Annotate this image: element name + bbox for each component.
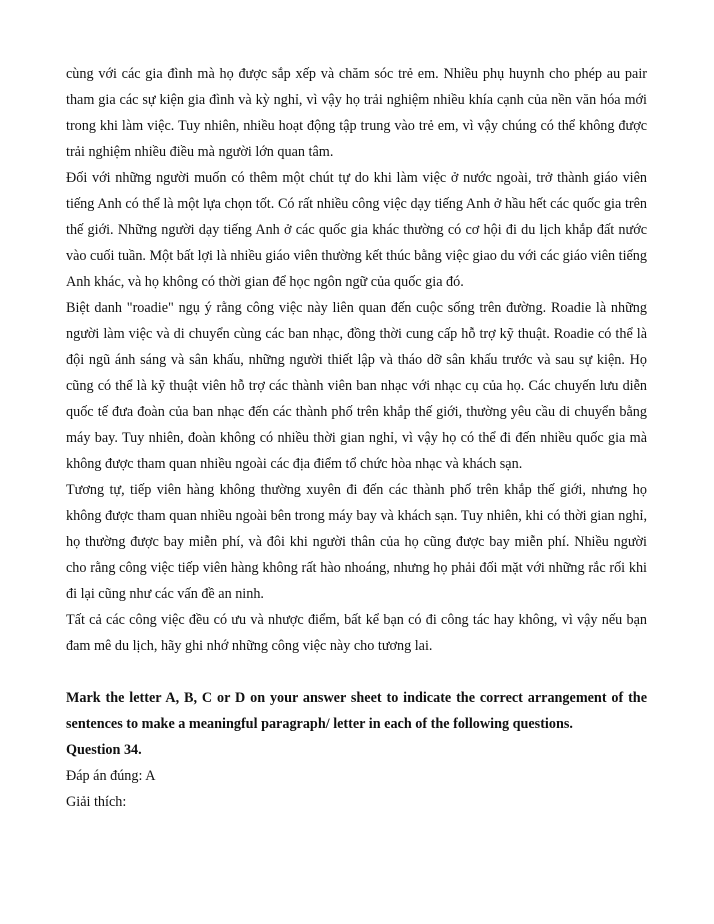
spacer (66, 659, 647, 685)
answer-line: Đáp án đúng: A (66, 768, 156, 784)
document-page (66, 61, 647, 815)
paragraph-conclusion: Tất cả các công việc đều có ưu và nhược điểm, bất kể bạn có đi công tác hay không, vì vậy nếu bạn đam mê du lịch, hãy ghi nhớ những công việc này cho tương lai. (66, 612, 647, 654)
explanation-label: Giải thích: (66, 794, 127, 810)
paragraph-au-pair: cùng với các gia đình mà họ được sắp xếp và chăm sóc trẻ em. Nhiều phụ huynh cho phép au pair tham gia các sự kiện gia đình và kỳ nghỉ, vì vậy họ trải nghiệm nhiều khía cạnh của nền văn hóa mới trong khi làm việc. Tuy nhiên, nhiều hoạt động tập trung vào trẻ em, vì vậy chúng có thể không được trải nghiệm nhiều điều mà người lớn quan tâm. (66, 66, 647, 160)
instruction-text: Mark the letter A, B, C or D on your answer sheet to indicate the correct arrangement of the sentences to make a meaningful paragraph/ letter in each of the following questions. (66, 690, 647, 732)
question-label: Question 34. (66, 742, 142, 758)
paragraph-flight-attendant: Tương tự, tiếp viên hàng không thường xuyên đi đến các thành phố trên khắp thế giới, nhưng họ không được tham quan nhiều ngoài bên trong máy bay và khách sạn. Tuy nhiên, khi có thời gian nghỉ, họ thường được bay miễn phí, và đôi khi người thân của họ cũng được bay miễn phí. Nhiều người cho rằng công việc tiếp viên hàng không rất hào nhoáng, nhưng họ phải đối mặt với những rắc rối khi đi lại cũng như các vấn đề an ninh. (66, 482, 647, 602)
paragraph-english-teacher: Đối với những người muốn có thêm một chút tự do khi làm việc ở nước ngoài, trở thành giáo viên tiếng Anh có thể là một lựa chọn tốt. Có rất nhiều công việc dạy tiếng Anh ở hầu hết các quốc gia trên thế giới. Những người dạy tiếng Anh ở các quốc gia khác thường có cơ hội đi du lịch khắp đất nước vào cuối tuần. Một bất lợi là nhiều giáo viên thường kết thúc bằng việc giao du với các giáo viên tiếng Anh khác, và họ không có thời gian để học ngôn ngữ của quốc gia đó. (66, 170, 647, 290)
paragraph-roadie: Biệt danh "roadie" ngụ ý rằng công việc này liên quan đến cuộc sống trên đường. Roadie là những người làm việc và di chuyển cùng các ban nhạc, đồng thời cung cấp hỗ trợ kỹ thuật. Roadie có thể là đội ngũ ánh sáng và sân khấu, những người thiết lập và tháo dỡ sân khấu trước và sau sự kiện. Họ cũng có thể là kỹ thuật viên hỗ trợ các thành viên ban nhạc với nhạc cụ của họ. Các chuyến lưu diễn quốc tế đưa đoàn của ban nhạc đến các thành phố trên khắp thế giới, thường yêu cầu di chuyển bằng máy bay. Tuy nhiên, đoàn không có nhiều thời gian nghỉ, vì vậy họ có thể đi đến nhiều quốc gia mà không được tham quan nhiều ngoài các địa điểm tổ chức hòa nhạc và khách sạn. (66, 300, 647, 472)
